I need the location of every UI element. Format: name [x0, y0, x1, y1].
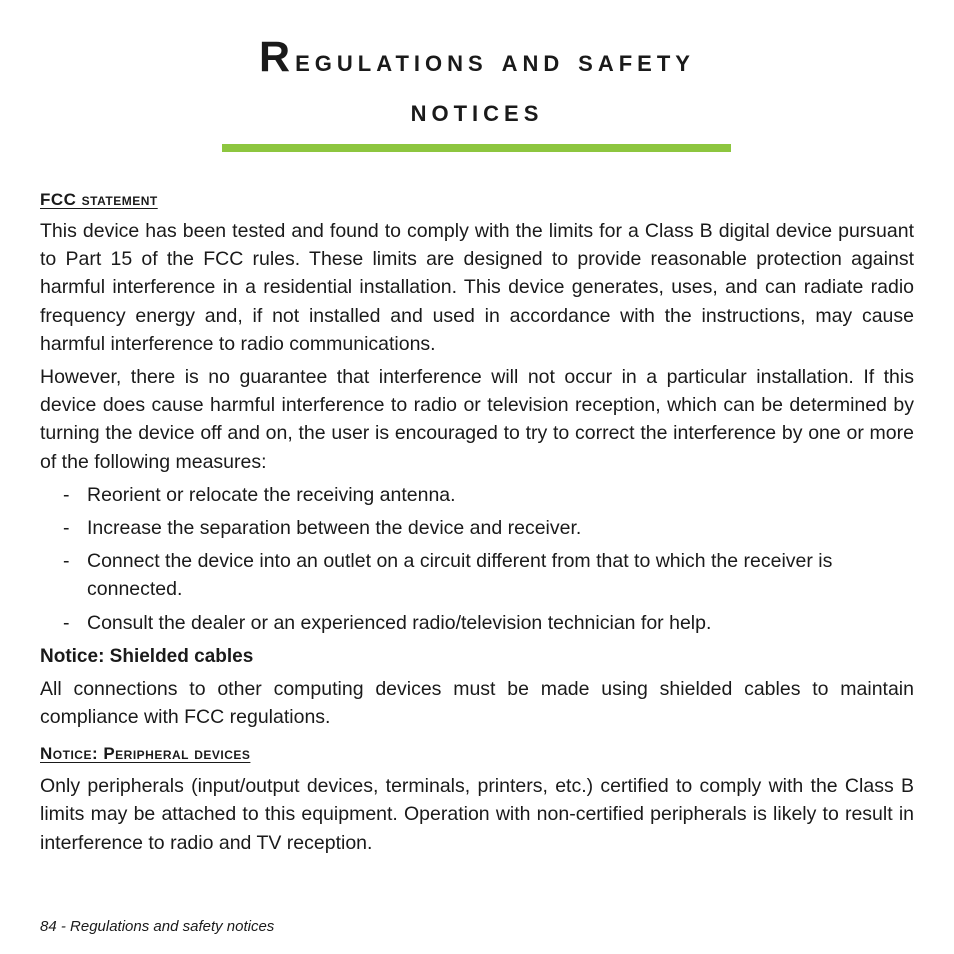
- peripheral-devices-paragraph: Only peripherals (input/output devices, terminals, printers, etc.) certified to comply with the Class B limits may be attached to this equipment. Operation with non-certified peripherals is likely to result in interference to radio and TV reception.: [40, 775, 914, 854]
- title-underline-rule: [222, 144, 731, 152]
- list-dash: -: [63, 550, 70, 573]
- shielded-cables-heading: Notice: Shielded cables: [40, 645, 254, 667]
- list-item: [40, 514, 914, 542]
- list-item-text: Increase the separation between the device and receiver.: [87, 517, 582, 540]
- page-title-line-1: [0, 31, 954, 86]
- shielded-cables-paragraph: All connections to other computing devices must be made using shielded cables to maintain compliance with FCC regulations.: [40, 677, 914, 729]
- list-item: [40, 481, 914, 509]
- measures-list: [40, 481, 914, 637]
- list-dash: -: [63, 517, 70, 540]
- list-item-text: Reorient or relocate the receiving antenna.: [87, 483, 456, 506]
- main-content: [40, 188, 914, 857]
- fcc-paragraph-1: This device has been tested and found to comply with the limits for a Class B digital device pursuant to Part 15 of the FCC rules. These limits are designed to provide reasonable protection against harmful interference in a residential installation. This device generates, uses, and can radiate radio frequency energy and, if not installed and used in accordance with the instructions, may cause harmful interference to radio communications.: [40, 220, 914, 355]
- list-item-text: Consult the dealer or an experienced radio/television technician for help.: [87, 611, 712, 634]
- title-line-1-rest: egulations and safety: [295, 42, 695, 78]
- list-item: [40, 609, 914, 637]
- list-dash: -: [63, 483, 70, 506]
- page-title-line-2: notices: [410, 92, 544, 128]
- fcc-paragraph-2: However, there is no guarantee that interference will not occur in a particular installation. If this device does cause harmful interference to radio or television reception, which can be determined by turning the device off and on, the user is encouraged to try to correct the interference by one or more of the following measures:: [40, 366, 914, 473]
- peripheral-devices-heading: Notice: Peripheral devices: [40, 744, 251, 764]
- list-item: [40, 547, 914, 603]
- title-initial-cap: R: [259, 33, 296, 81]
- list-item-text: Connect the device into an outlet on a circuit different from that to which the receiver is connected.: [87, 550, 833, 601]
- list-dash: -: [63, 611, 70, 634]
- page-footer: 84 - Regulations and safety notices: [40, 918, 275, 935]
- fcc-statement-heading: FCC statement: [40, 190, 158, 209]
